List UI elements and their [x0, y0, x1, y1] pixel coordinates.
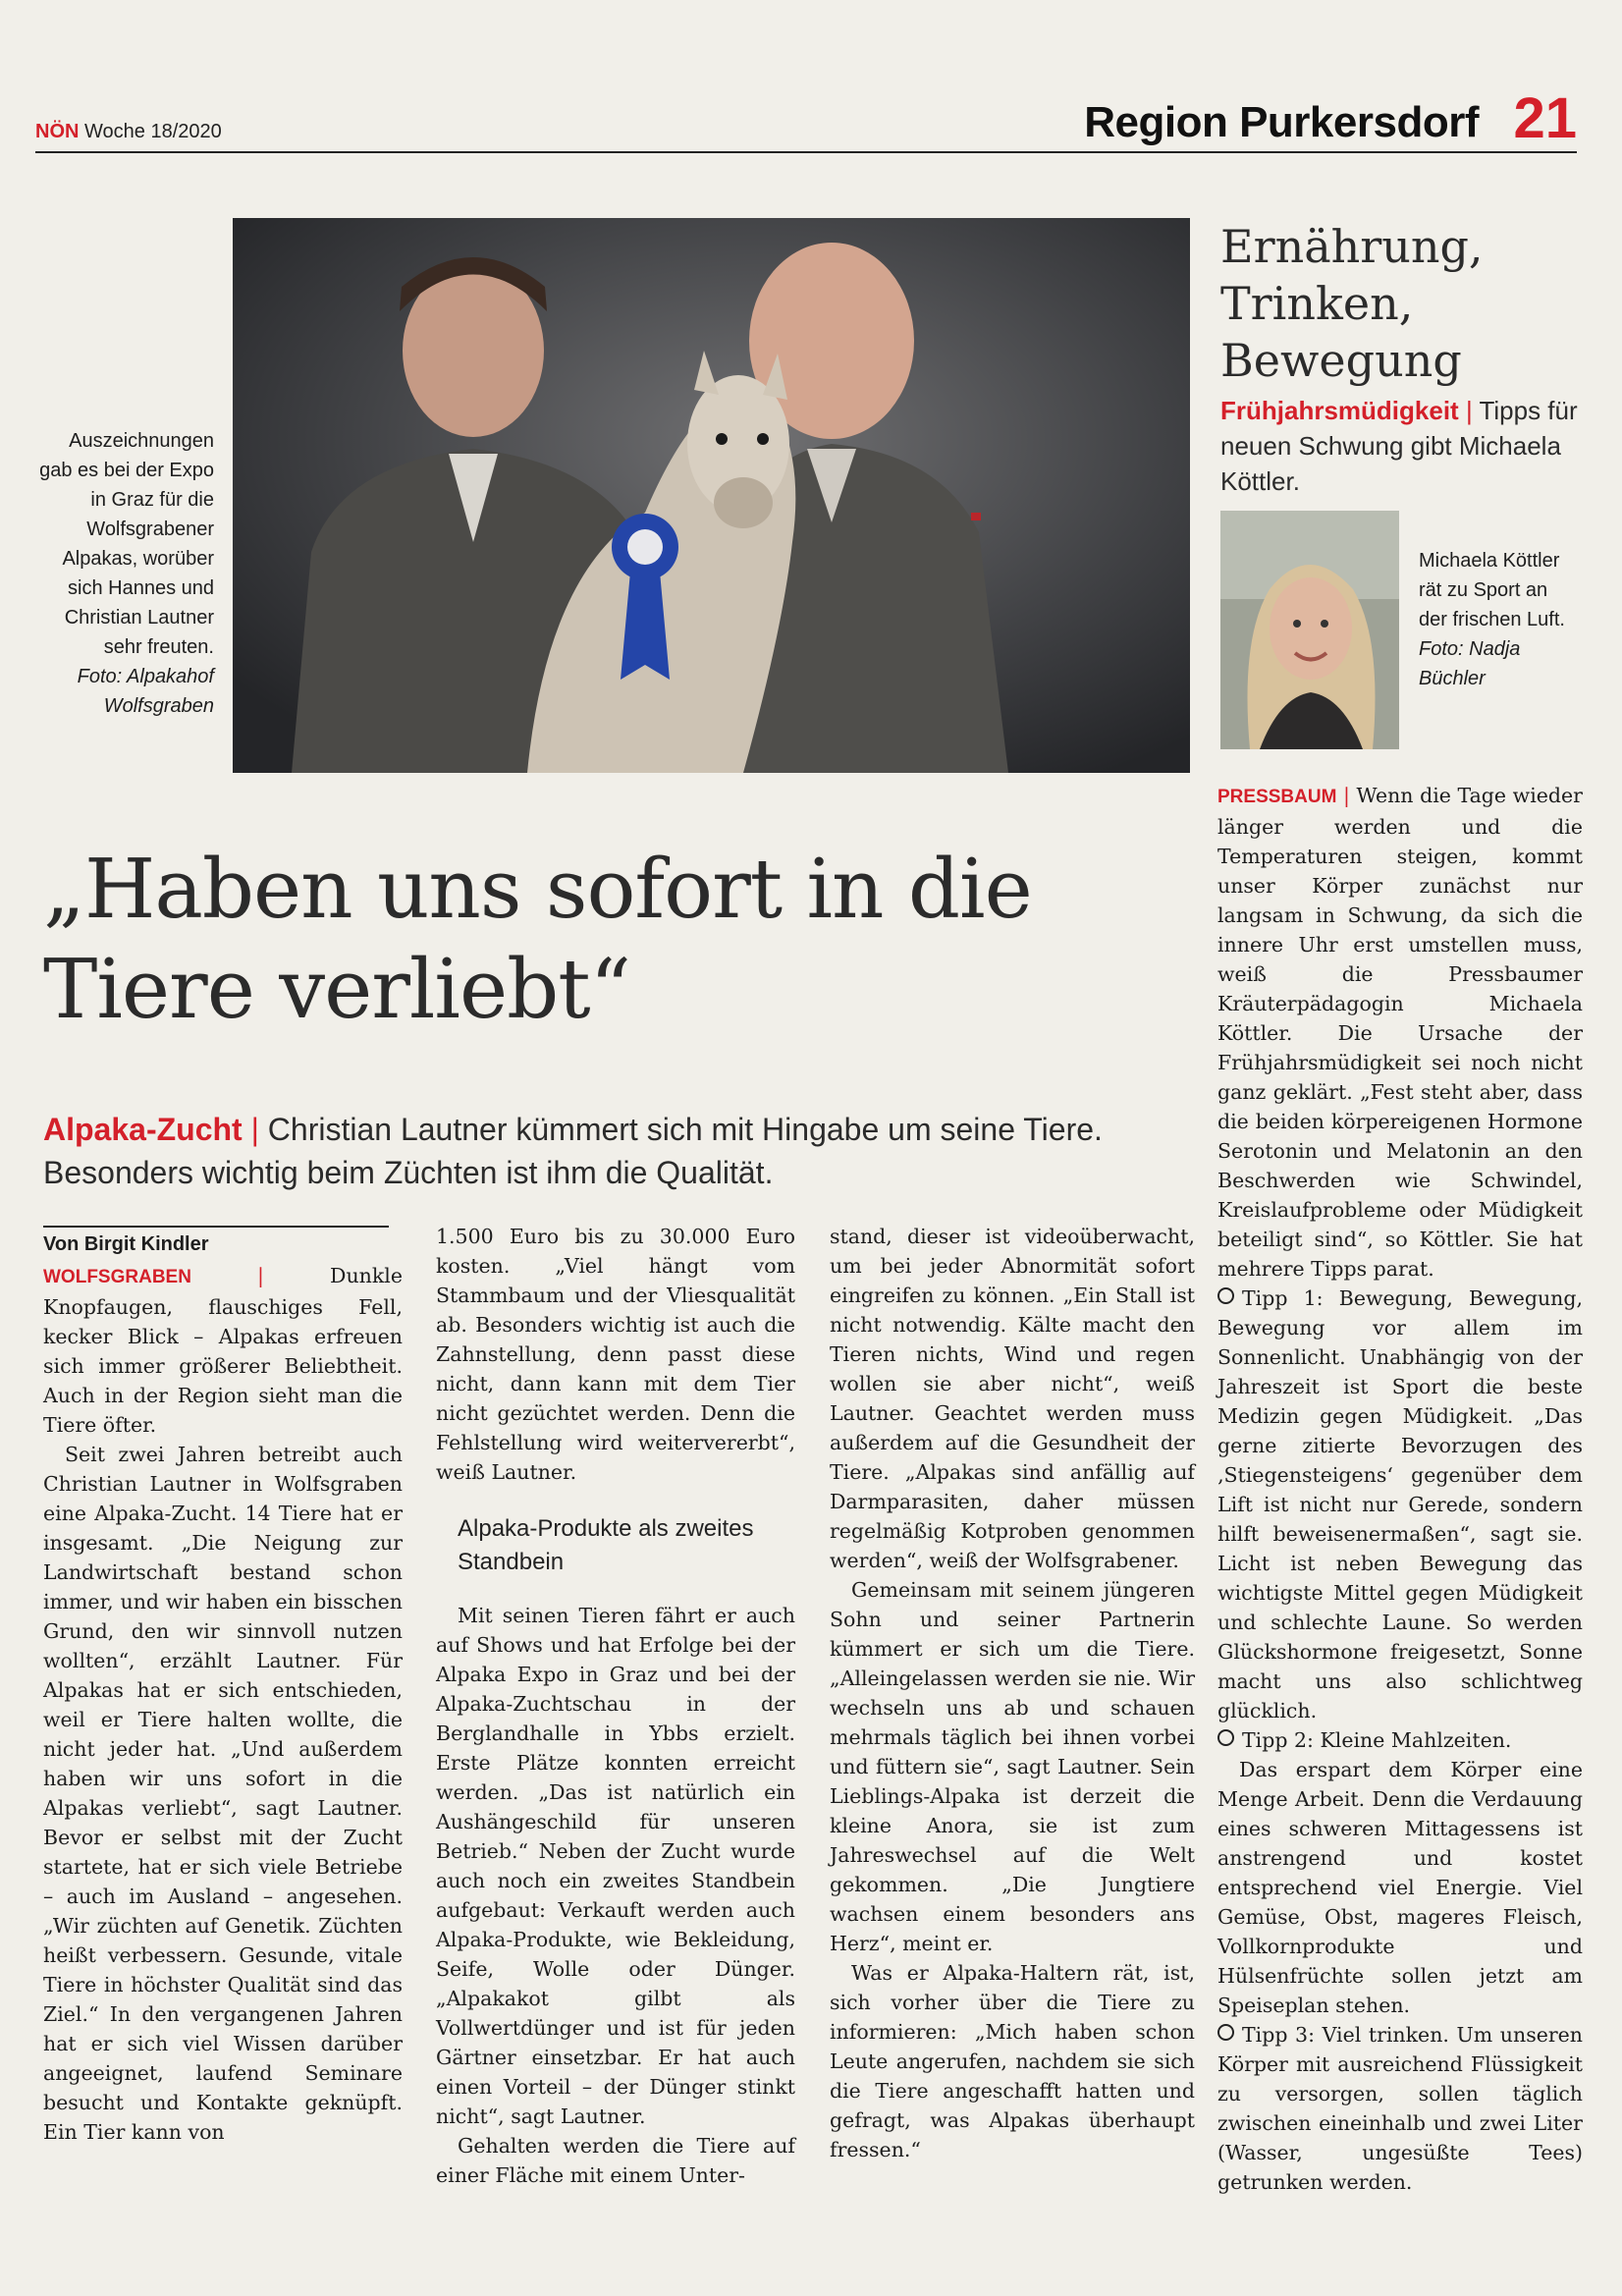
sidebar-title: Ernährung, Trinken, Bewegung	[1220, 220, 1484, 387]
sidebar-kicker: Frühjahrsmüdigkeit	[1220, 396, 1459, 425]
tip-2-body: Das erspart dem Körper eine Menge Arbeit. Denn die Verdauung eines schweren Mittagessens ist anstrengend und kostet entsprechend viel Energie. Viel Gemüse, Obst, mageres Fleisch, Vollkornprodukte und Hülsenfrüchte sollen jetzt am Speiseplan stehen.	[1217, 1758, 1583, 2017]
article-paragraph: Mit seinen Tieren fährt er auch auf Shows und hat Erfolge bei der Alpaka Expo in Graz und bei der Alpaka-Zuchtschau in der Berglandhalle in Ybbs erzielt. Erste Plätze konnten erreicht werden. „Das ist natürlich ein Aushängeschild für unseren Betrieb.“ Neben der Zucht wurde auch noch ein zweites Standbein aufgebaut: Verkauft werden auch Alpaka-Produkte, wie Bekleidung, Seife, Wolle oder Dünger. „Alpakakot gilbt als Vollwertdünger und ist für jeden Gärtner einsetzbar. Er hat auch einen Vorteil – der Dünger stinkt nicht“, sagt Lautner.	[436, 1604, 795, 2128]
photo-credit: Foto: Alpakahof Wolfsgraben	[77, 666, 214, 717]
tip-2	[1217, 1725, 1583, 1755]
tip-3-body: Um unseren Körper mit ausreichend Flüssigkeit zu versorgen, sollen täglich zwischen eineinhalb und zwei Liter (Wasser, ungesüßte Tees) getrunken werden.	[1217, 2023, 1583, 2194]
sidebar-subhead	[1220, 393, 1584, 499]
photo-caption	[35, 426, 214, 721]
article-paragraph: Was er Alpaka-Haltern rät, ist, sich vorher über die Tiere zu informieren: „Mich haben schon Leute angerufen, nachdem sie sich die Tiere angeschafft hatten und gefragt, was Alpakas überhaupt fressen.“	[830, 1961, 1195, 2161]
sidebar-column	[1217, 781, 1583, 2197]
article-column-1	[43, 1261, 403, 2147]
article-paragraph: Seit zwei Jahren betreibt auch Christian Lautner in Wolfsgraben eine Alpaka-Zucht. 14 Tiere hat er insgesamt. „Die Neigung zur Landwirtschaft bestand schon immer, und wir haben ein bisschen Grund, den wir sinnvoll nutzen wollten“, erzählt Lautner. Für Alpakas hat er sich entschieden, weil er Tiere halten wollte, die nicht jeder hat. „Und außerdem haben wir uns sofort in die Alpakas verliebt“, sagt Lautner. Bevor er selbst mit der Zucht startete, hat er sich viele Betriebe – auch im Ausland – angesehen. „Wir züchten auf Genetik. Züchten heißt verbessern. Gesunde, vitale Tiere in höchster Qualität sind das Ziel.“ In den vergangenen Jahren hat er sich viel Wissen darüber angeeignet, laufend Seminare besucht und Kontakte geknüpft. Ein Tier kann von	[43, 1443, 403, 2144]
portrait-caption-text: Michaela Köttler rät zu Sport an der frischen Luft.	[1419, 550, 1565, 630]
photo-illustration	[233, 218, 1190, 773]
tip-bullet-icon	[1217, 2024, 1234, 2041]
tip-1-text: Tipp 1: Bewegung, Bewegung, Bewegung vor allem im Sonnenlicht. Unabhängig von der Jahreszeit ist Sport die beste Medizin gegen Müdigkeit. „Das gerne zitierte Bevorzugen des ‚Stiegensteigens‘ gegenüber dem Lift ist nicht nur Gerede, sondern hilft beweisenermaßen“, sagt sie. Licht ist neben Bewegung das wichtigste Mittel gegen Müdigkeit und schlechte Laune. So werden Glückshormone freigesetzt, Sonne macht uns also schlichtweg glücklich.	[1217, 1286, 1583, 1722]
article-dateline: WOLFSGRABEN	[43, 1267, 191, 1287]
article-paragraph	[43, 1261, 403, 1440]
subhead-text: Christian Lautner kümmert sich mit Hingabe um seine Tiere. Besonders wichtig beim Züchten ist ihm die Qualität.	[43, 1112, 1103, 1190]
tip-bullet-icon	[1217, 1729, 1234, 1746]
section-title: Region Purkersdorf	[1084, 98, 1479, 146]
sidebar-paragraph	[1217, 781, 1583, 1284]
publication-label	[35, 121, 222, 143]
tip-3-heading: Tipp 3: Viel trinken.	[1242, 2023, 1449, 2047]
sidebar-subhead-text: Tipps für neuen Schwung gibt Michaela Köttler.	[1220, 396, 1578, 496]
photo-caption-text: Auszeichnungen gab es bei der Expo in Graz für die Wolfsgrabener Alpakas, worüber sich Hannes und Christian Lautner sehr freuten.	[39, 430, 214, 658]
portrait-credit: Foto: Nadja Büchler	[1419, 638, 1521, 689]
article-column-3	[830, 1222, 1195, 2164]
article-crosshead: Alpaka-Produkte als zweites Standbein	[458, 1515, 754, 1575]
portrait-caption	[1419, 546, 1581, 693]
article-headline: „Haben uns sofort in die Tiere verliebt“	[43, 842, 1032, 1037]
sidebar-dateline-separator: |	[1343, 784, 1350, 807]
publication-logo: NÖN	[35, 121, 80, 142]
sidebar-kicker-separator: |	[1465, 396, 1473, 425]
tip-bullet-icon	[1217, 1287, 1234, 1304]
alpaca-photo	[233, 218, 1190, 773]
portrait-illustration	[1220, 511, 1399, 749]
paragraph-text: Dunkle Knopfaugen, flauschiges Fell, kecker Blick – Alpakas erfreuen sich immer größerer Beliebtheit. Auch in der Region sieht man die Tiere öfter.	[43, 1264, 403, 1437]
tip-1	[1217, 1284, 1583, 1725]
article-column-2	[436, 1222, 795, 2190]
article-paragraph: stand, dieser ist videoüberwacht, um bei jeder Abnormität sofort eingreifen zu können. „Ein Stall ist nicht notwendig. Kälte macht den Tieren nichts, Wind und regen wollen sie aber nicht“, weiß Lautner. Geachtet werden muss außerdem auf die Gesundheit der Tiere. „Alpakas sind anfällig auf Darmparasiten, daher müssen regelmäßig Kotproben genommen werden“, weiß der Wolfsgrabener.	[830, 1225, 1195, 1572]
article-subhead	[43, 1108, 1202, 1194]
issue-week: Woche 18/2020	[84, 121, 222, 142]
article-paragraph: 1.500 Euro bis zu 30.000 Euro kosten. „Viel hängt vom Stammbaum und der Vliesqualität ab. Besonders wichtig ist auch die Zahnstellung, denn passt diese nicht, dann kann mit dem Tier nicht gezüchtet werden. Denn die Fehlstellung wird weitervererbt“, weiß Lautner.	[436, 1225, 795, 1484]
article-paragraph: Gehalten werden die Tiere auf einer Fläche mit einem Unter-	[436, 2134, 795, 2187]
portrait-photo	[1220, 511, 1399, 749]
tip-3	[1217, 2020, 1583, 2197]
article-kicker: Alpaka-Zucht	[43, 1112, 243, 1147]
sidebar-dateline: PRESSBAUM	[1217, 787, 1337, 807]
tip-2-heading: Tipp 2: Kleine Mahlzeiten.	[1242, 1728, 1512, 1752]
dateline-separator: |	[257, 1264, 264, 1287]
article-byline: Von Birgit Kindler	[43, 1226, 389, 1256]
article-paragraph: Gemeinsam mit seinem jüngeren Sohn und seiner Partnerin kümmert er sich um die Tiere. „Alleingelassen werden sie nie. Wir wechseln uns ab und schauen mehrmals täglich bei ihnen vorbei und füttern sie“, sagt Lautner. Sein Lieblings-Alpaka ist derzeit die kleine Anora, sie ist zum Jahreswechsel auf die Welt gekommen. „Die Jungtiere wachsen einem besonders ans Herz“, meint er.	[830, 1578, 1195, 1955]
kicker-separator: |	[250, 1112, 259, 1147]
sidebar-paragraph-text: Wenn die Tage wieder länger werden und die Temperaturen steigen, kommt unser Körper zunächst nur langsam in Schwung, da sich die innere Uhr erst umstellen muss, weiß die Pressbaumer Kräuterpädagogin Michaela Köttler. Die Ursache der Frühjahrsmüdigkeit sei noch nicht ganz geklärt. „Fest steht aber, dass die beiden körpereigenen Hormone Serotonin und Melatonin an den Beschwerden wie Schwindel, Kreislaufprobleme oder Müdigkeit beteiligt sind“, so Köttler. Sie hat mehrere Tipps parat.	[1217, 784, 1583, 1281]
page-header	[35, 86, 1577, 153]
page-number: 21	[1513, 86, 1577, 150]
